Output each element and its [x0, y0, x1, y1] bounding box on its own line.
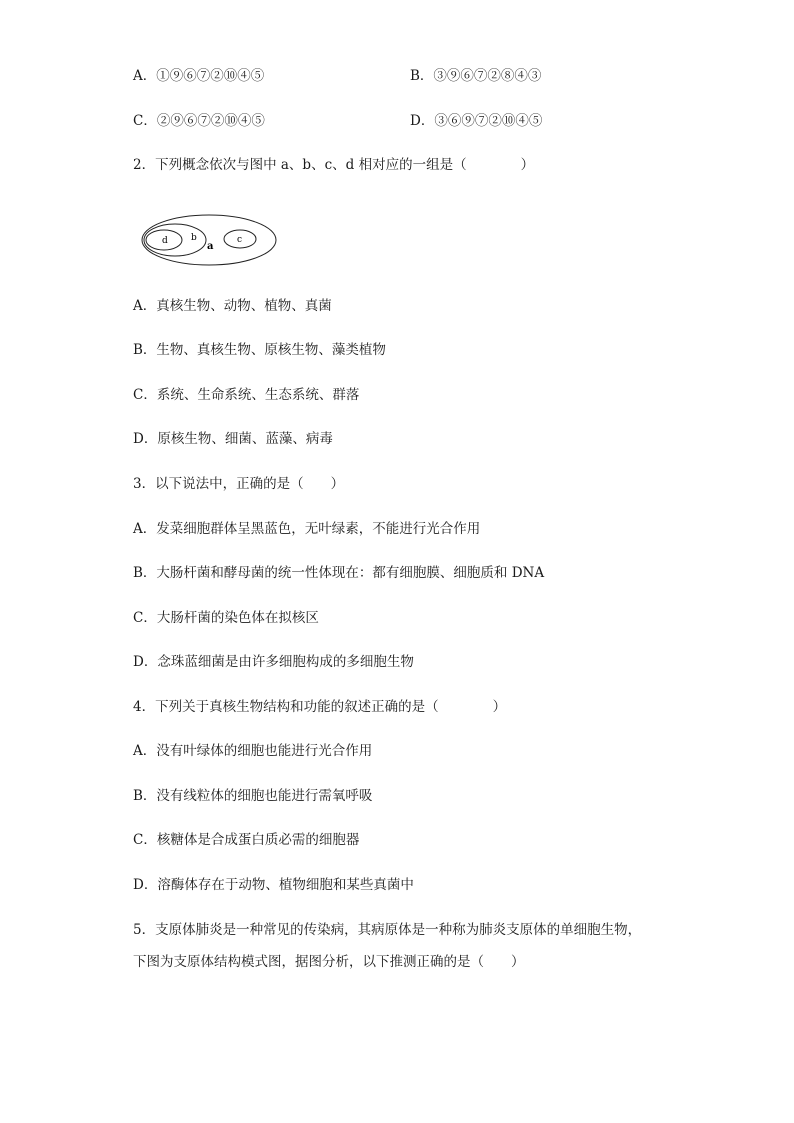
q4-option-c: C．核糖体是合成蛋白质必需的细胞器 [133, 832, 360, 848]
q1-option-a-label: A． [133, 68, 157, 84]
q3-option-a: A．发菜细胞群体呈黑蓝色，无叶绿素，不能进行光合作用 [133, 521, 481, 537]
q1-option-b [410, 67, 541, 85]
label-d: d [162, 236, 168, 246]
q5-stem-line1: 5．支原体肺炎是一种常见的传染病，其病原体是一种称为肺炎支原体的单细胞生物， [133, 922, 642, 938]
label-a: a [207, 241, 214, 252]
q3-stem: 3．以下说法中，正确的是（ ） [133, 476, 345, 492]
q5-stem-line2: 下图为支原体结构模式图，据图分析，以下推测正确的是（ ） [133, 954, 525, 970]
concept-venn-diagram [140, 214, 300, 266]
q1-option-d-text: ③⑥⑨⑦②⑩④⑤ [434, 113, 543, 129]
q1-option-d-label: D． [410, 113, 435, 129]
q1-option-a-text: ①⑨⑥⑦②⑩④⑤ [156, 68, 265, 84]
q1-option-d [410, 112, 542, 130]
q4-option-a: A．没有叶绿体的细胞也能进行光合作用 [133, 743, 373, 759]
q4-option-d: D．溶酶体存在于动物、植物细胞和某些真菌中 [133, 877, 414, 893]
q1-option-b-label: B． [410, 68, 434, 84]
q1-option-c-text: ②⑨⑥⑦②⑩④⑤ [156, 113, 265, 129]
label-c: c [237, 235, 243, 245]
q4-option-b: B．没有线粒体的细胞也能进行需氧呼吸 [133, 788, 373, 804]
q3-option-d: D．念珠蓝细菌是由许多细胞构成的多细胞生物 [133, 654, 414, 670]
q2-option-a: A．真核生物、动物、植物、真菌 [133, 298, 332, 314]
q1-option-c [133, 112, 265, 130]
q1-option-c-label: C． [133, 113, 157, 129]
q3-option-c: C．大肠杆菌的染色体在拟核区 [133, 610, 319, 626]
q4-stem: 4．下列关于真核生物结构和功能的叙述正确的是（ ） [133, 699, 507, 715]
q2-option-d: D．原核生物、细菌、蓝藻、病毒 [133, 431, 333, 447]
q2-option-c: C．系统、生命系统、生态系统、群落 [133, 387, 360, 403]
q1-option-b-text: ③⑨⑥⑦②⑧④③ [433, 68, 542, 84]
q2-stem: 2．下列概念依次与图中 a、b、c、d 相对应的一组是（ ） [133, 157, 535, 173]
q3-option-b: B．大肠杆菌和酵母菌的统一性体现在：都有细胞膜、细胞质和 DNA [133, 565, 545, 581]
q2-option-b: B．生物、真核生物、原核生物、藻类植物 [133, 342, 386, 358]
q1-option-a [133, 67, 264, 85]
label-b: b [191, 233, 197, 243]
